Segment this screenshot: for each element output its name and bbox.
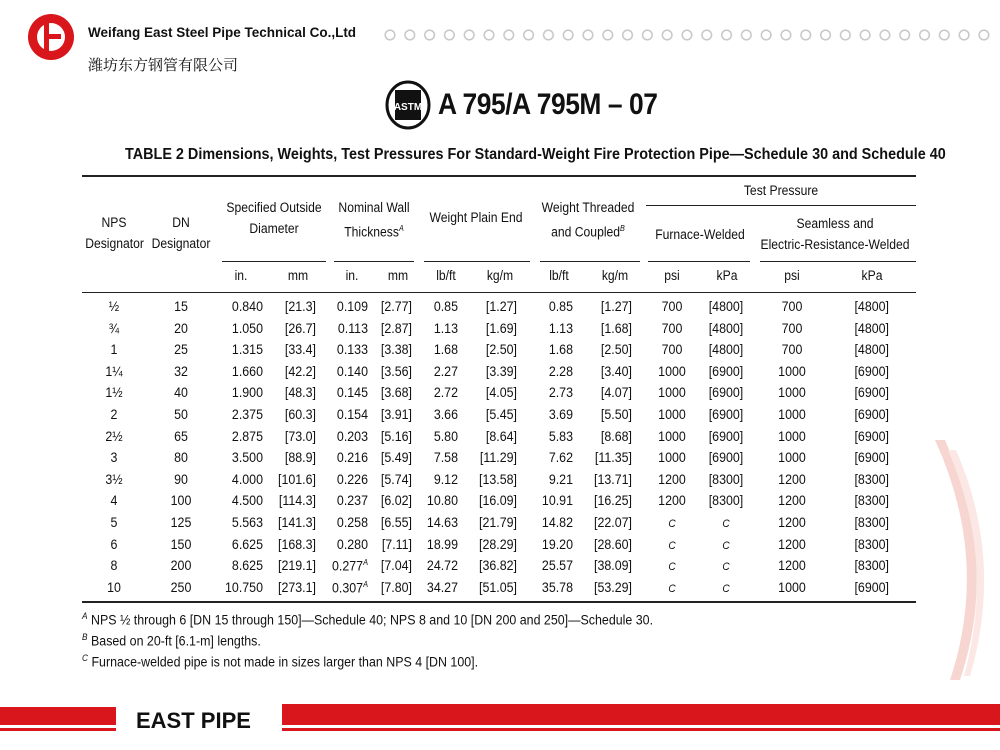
table-cell: [4800]: [708, 320, 744, 336]
table-cell: 0.113: [337, 320, 368, 336]
table-cell: [38.09]: [594, 558, 632, 574]
table-cell: 1000: [778, 385, 806, 401]
footer-line-right: [282, 728, 1000, 731]
table-cell: [3.56]: [380, 363, 412, 379]
table-cell: 2.73: [548, 385, 573, 401]
table-cell: 250: [170, 579, 192, 595]
standard-title: A 795/A 795M – 07: [438, 88, 658, 121]
table-cell: C: [722, 582, 730, 595]
table-cell: [3.40]: [600, 363, 632, 379]
table-cell: [21.79]: [479, 515, 517, 530]
table-cell: [6900]: [854, 385, 889, 401]
table-cell: 1000: [778, 450, 806, 466]
table-cell: 0.203: [336, 428, 368, 444]
table-cell: [51.05]: [479, 579, 517, 595]
table-cell: 0.109: [336, 299, 368, 314]
table-caption: TABLE 2 Dimensions, Weights, Test Pressures For Standard-Weight Fire Protection Pipe—Schedule 30 and Schedule 40: [125, 146, 946, 163]
table-cell: 700: [781, 299, 803, 314]
table-cell: [5.50]: [600, 407, 632, 422]
table-cell: [13.58]: [479, 471, 517, 487]
unit-label: kg/m: [486, 268, 514, 283]
table-cell: 6: [110, 536, 118, 552]
table-cell: 5.83: [548, 428, 573, 444]
table-cell: [4800]: [708, 342, 744, 358]
table-cell: 3½: [105, 471, 123, 487]
footnote-a: $^A$ NPS ½ through 6 [DN 15 through 150]—Schedule 40; NPS 8 and 10 [DN 200 and 250]—Schedule 30.: [82, 611, 654, 628]
table-cell: 25.57: [541, 558, 573, 574]
table-cell: [273.1]: [278, 579, 316, 595]
table-cell: [3.39]: [485, 363, 517, 379]
table-cell: [4800]: [854, 299, 889, 314]
table-cell: [6900]: [708, 450, 744, 466]
table-cell: 35.78: [541, 579, 573, 595]
footer-bar-right: [282, 704, 1000, 725]
table-cell: 150: [170, 536, 192, 552]
table-cell: [7.04]: [380, 558, 412, 574]
table-cell: 1.050: [231, 320, 263, 336]
table-cell: 14.82: [541, 515, 573, 530]
table-cell: 1½: [105, 385, 123, 401]
table-cell: [6.55]: [380, 515, 412, 530]
od-unit-rule: [222, 261, 326, 262]
table-cell: 1000: [778, 428, 806, 444]
header-test-pressure: Test Pressure: [743, 183, 819, 198]
footnote-c: $^C$ Furnace-welded pipe is not made in sizes larger than NPS 4 [DN 100].: [82, 653, 479, 670]
table-cell: [8300]: [854, 471, 889, 487]
table-cell: [4.07]: [600, 385, 632, 401]
table-cell: [8300]: [854, 493, 889, 509]
table-cell: 1000: [658, 363, 686, 379]
footer-bar-left: [0, 707, 116, 725]
table-cell: [2.77]: [380, 299, 412, 314]
seamless-unit-rule: [760, 261, 916, 262]
table-cell: [36.82]: [479, 558, 517, 574]
unit-label: kg/m: [601, 268, 629, 283]
table-cell: 10: [107, 579, 121, 595]
table-cell: 2.375: [231, 407, 263, 422]
company-name-cn: 潍坊东方钢管有限公司: [88, 57, 239, 74]
table-cell: 7.58: [433, 450, 458, 466]
table-cell: 0.216: [336, 450, 368, 466]
table-cell: [88.9]: [284, 450, 316, 466]
table-cell: 14.63: [426, 515, 458, 530]
table-cell: [33.4]: [284, 342, 316, 358]
table-cell: 1200: [778, 471, 806, 487]
table-cell: 7.62: [548, 450, 573, 466]
table-cell: C: [722, 561, 730, 574]
table-cell: [8300]: [708, 471, 744, 487]
table-cell: [6900]: [708, 363, 744, 379]
table-cell: ¾: [108, 320, 120, 336]
company-logo: [28, 14, 74, 60]
table-cell: [5.16]: [380, 428, 412, 444]
table-cell: [5.74]: [380, 471, 412, 487]
table-cell: [28.29]: [479, 536, 517, 552]
table-cell: 1200: [658, 493, 686, 509]
table-cell: 700: [781, 320, 803, 336]
table-cell: 1¼: [105, 363, 123, 379]
table-cell: ½: [108, 299, 120, 314]
table-cell: [101.6]: [278, 471, 316, 487]
table-cell: [53.29]: [594, 579, 632, 595]
table-cell: [6900]: [854, 428, 889, 444]
unit-label: in.: [234, 268, 248, 283]
table-cell: [6900]: [854, 450, 889, 466]
table-cell: [6900]: [708, 385, 744, 401]
table-cell: [168.3]: [278, 536, 316, 552]
table-cell: 9.21: [548, 471, 573, 487]
table-cell: [141.3]: [278, 515, 316, 530]
table-cell: 4.500: [231, 493, 263, 509]
table-cell: 1200: [778, 493, 806, 509]
table-cell: 10.750: [225, 579, 263, 595]
table-cell: 5: [110, 515, 118, 530]
table-cell: 5.80: [433, 428, 458, 444]
table-cell: [5.49]: [380, 450, 412, 466]
table-cell: 90: [174, 471, 188, 487]
table-cell: 5.563: [231, 515, 263, 530]
unit-label: lb/ft: [436, 268, 456, 283]
table-cell: [8300]: [708, 493, 744, 509]
table-cell: [2.87]: [380, 320, 412, 336]
table-cell: C: [668, 582, 676, 595]
table-cell: 1000: [658, 385, 686, 401]
table-cell: 700: [781, 342, 803, 358]
wall-unit-rule: [334, 261, 414, 262]
table-cell: 34.27: [426, 579, 458, 595]
table-cell: 6.625: [231, 536, 263, 552]
table-cell: 3.66: [433, 407, 458, 422]
header-weight-threaded: Weight Threaded and Coupled$^B$: [541, 200, 635, 240]
table-cell: [4800]: [708, 299, 744, 314]
table-cell: [13.71]: [594, 471, 632, 487]
table-cell: 0.145: [336, 385, 368, 401]
table-cell: [1.69]: [485, 320, 517, 336]
table-cell: [48.3]: [284, 385, 316, 401]
decorative-swoosh: [930, 440, 990, 680]
astm-logo-icon: [385, 80, 431, 130]
table-cell: 700: [661, 320, 683, 336]
table-cell: 0.140: [336, 363, 368, 379]
table-cell: 20: [174, 320, 188, 336]
header-furnace-welded: Furnace-Welded: [655, 227, 745, 242]
table-cell: [11.29]: [479, 450, 517, 466]
table-cell: [2.50]: [600, 342, 632, 358]
header-wall-thickness: Nominal Wall Thickness$^A$: [338, 200, 410, 240]
table-cell: 0.85: [433, 299, 458, 314]
table-cell: 3: [110, 450, 118, 466]
table-cell: 1200: [778, 536, 806, 552]
table-cell: 0.85: [548, 299, 573, 314]
table-cell: 3.69: [548, 407, 573, 422]
table-cell: [60.3]: [284, 407, 316, 422]
table-cell: C: [668, 561, 676, 574]
table-cell: 65: [174, 428, 188, 444]
table-cell: 2.27: [433, 363, 458, 379]
table-cell: 1200: [778, 515, 806, 530]
table-cell: 2: [110, 407, 118, 422]
table-cell: [8.64]: [485, 428, 517, 444]
table-cell: 1000: [658, 450, 686, 466]
table-cell: 1200: [778, 558, 806, 574]
table-cell: 125: [170, 515, 192, 530]
table-cell: 1200: [658, 471, 686, 487]
table-cell: 1: [110, 342, 118, 358]
table-cell: [26.7]: [284, 320, 316, 336]
table-cell: [6900]: [854, 407, 889, 422]
unit-label: kPa: [861, 268, 883, 283]
table-cell: 100: [170, 493, 192, 509]
table-cell: [1.27]: [485, 299, 517, 314]
table-cell: C: [668, 518, 676, 530]
table-cell: [11.35]: [594, 450, 632, 466]
header-bottom-rule: [82, 292, 916, 293]
table-cell: [28.60]: [594, 536, 632, 552]
table-cell: 1.900: [231, 385, 263, 401]
table-cell: [21.3]: [284, 299, 316, 314]
table-cell: 1000: [658, 407, 686, 422]
table-cell: 1.13: [548, 320, 573, 336]
table-cell: 2½: [105, 428, 123, 444]
table-cell: 8.625: [231, 558, 263, 574]
table-cell: 0.154: [336, 407, 368, 422]
table-cell: [73.0]: [284, 428, 316, 444]
table-cell: C: [722, 518, 730, 530]
table-cell: 10.80: [426, 493, 458, 509]
table-cell: [219.1]: [278, 558, 316, 574]
table-cell: C: [722, 539, 730, 552]
table-cell: [6900]: [854, 363, 889, 379]
table-cell: [42.2]: [284, 363, 316, 379]
table-cell: [22.07]: [594, 515, 632, 530]
header-nps: NPS Designator: [85, 215, 144, 251]
header-outside-diameter: Specified Outside Diameter: [226, 200, 322, 236]
test-pressure-rule: [646, 205, 916, 206]
table-cell: 4.000: [231, 471, 263, 487]
header-weight-plain-end: Weight Plain End: [429, 210, 523, 225]
header-seamless-erw: Seamless and Electric-Resistance-Welded: [760, 216, 910, 252]
table-cell: 1.68: [548, 342, 573, 358]
table-cell: 50: [174, 407, 188, 422]
table-cell: [8300]: [854, 515, 889, 530]
table-cell: [3.68]: [380, 385, 412, 401]
wpe-unit-rule: [424, 261, 530, 262]
unit-label: kPa: [716, 268, 738, 283]
furnace-unit-rule: [648, 261, 750, 262]
table-cell: [1.27]: [600, 299, 632, 314]
table-cell: [6900]: [708, 428, 744, 444]
table-cell: 0.280: [336, 536, 368, 552]
table-cell: 0.133: [336, 342, 368, 358]
footnote-b: $^B$ Based on 20-ft [6.1-m] lengths.: [82, 632, 261, 649]
table-cell: 15: [174, 299, 188, 314]
table-cell: 10.91: [541, 493, 573, 509]
table-cell: [4800]: [854, 342, 889, 358]
table-cell: [4800]: [854, 320, 889, 336]
table-cell: 700: [661, 342, 683, 358]
table-cell: [8300]: [854, 536, 889, 552]
table-cell: $0.277^A$: [331, 558, 368, 574]
company-name-en: Weifang East Steel Pipe Technical Co.,Ltd: [88, 25, 357, 40]
table-cell: 1000: [658, 428, 686, 444]
table-cell: 24.72: [426, 558, 458, 574]
table-cell: [5.45]: [485, 407, 517, 422]
table-cell: [6900]: [854, 579, 889, 595]
table-cell: [8300]: [854, 558, 889, 574]
footer-line-left: [0, 728, 116, 731]
unit-label: mm: [387, 268, 409, 283]
table-cell: 2.28: [548, 363, 573, 379]
table-cell: 40: [174, 385, 188, 401]
table-cell: 1000: [778, 407, 806, 422]
table-cell: 18.99: [426, 536, 458, 552]
unit-label: psi: [784, 268, 800, 283]
wtc-unit-rule: [540, 261, 640, 262]
unit-label: in.: [345, 268, 359, 283]
table-cell: 1000: [778, 363, 806, 379]
table-cell: [3.91]: [380, 407, 412, 422]
table-cell: 0.226: [336, 471, 368, 487]
table-cell: [16.09]: [479, 493, 517, 509]
svg-text:ASTM: ASTM: [393, 102, 423, 113]
header-dn: DN Designator: [151, 215, 211, 251]
table-cell: 700: [661, 299, 683, 314]
table-cell: [6900]: [708, 407, 744, 422]
table-cell: 2.72: [433, 385, 458, 401]
unit-label: lb/ft: [549, 268, 569, 283]
table-cell: $0.307^A$: [331, 579, 368, 596]
table-cell: 3.500: [231, 450, 263, 466]
table-cell: [6.02]: [380, 493, 412, 509]
table-cell: [1.68]: [600, 320, 632, 336]
table-cell: 1.68: [433, 342, 458, 358]
table-top-rule: [82, 175, 916, 177]
table-cell: 32: [174, 363, 188, 379]
table-cell: 1000: [778, 579, 806, 595]
table-cell: [7.80]: [380, 579, 412, 595]
table-cell: 1.660: [231, 363, 263, 379]
table-cell: 0.840: [231, 299, 263, 314]
table-cell: [2.50]: [485, 342, 517, 358]
decorative-dots: [383, 27, 995, 43]
table-cell: [3.38]: [380, 342, 412, 358]
table-cell: [16.25]: [594, 493, 632, 509]
table-cell: 1.13: [433, 320, 458, 336]
table-bottom-rule: [82, 601, 916, 603]
table-cell: 8: [110, 558, 118, 574]
table-cell: 0.258: [336, 515, 368, 530]
table-cell: [8.68]: [600, 428, 632, 444]
table-cell: [4.05]: [485, 385, 517, 401]
table-cell: [7.11]: [381, 536, 412, 552]
table-cell: 1.315: [231, 342, 263, 358]
footer-label: EAST PIPE: [136, 708, 251, 733]
unit-label: mm: [287, 268, 309, 283]
table-cell: 0.237: [336, 493, 368, 509]
table-cell: 80: [174, 450, 188, 466]
table-cell: 200: [170, 558, 192, 574]
table-cell: 25: [174, 342, 188, 358]
table-cell: 4: [110, 493, 118, 509]
table-cell: 2.875: [231, 428, 263, 444]
table-cell: C: [668, 539, 676, 552]
unit-label: psi: [664, 268, 680, 283]
table-cell: 9.12: [433, 471, 458, 487]
table-cell: 19.20: [541, 536, 573, 552]
table-cell: [114.3]: [278, 493, 316, 509]
